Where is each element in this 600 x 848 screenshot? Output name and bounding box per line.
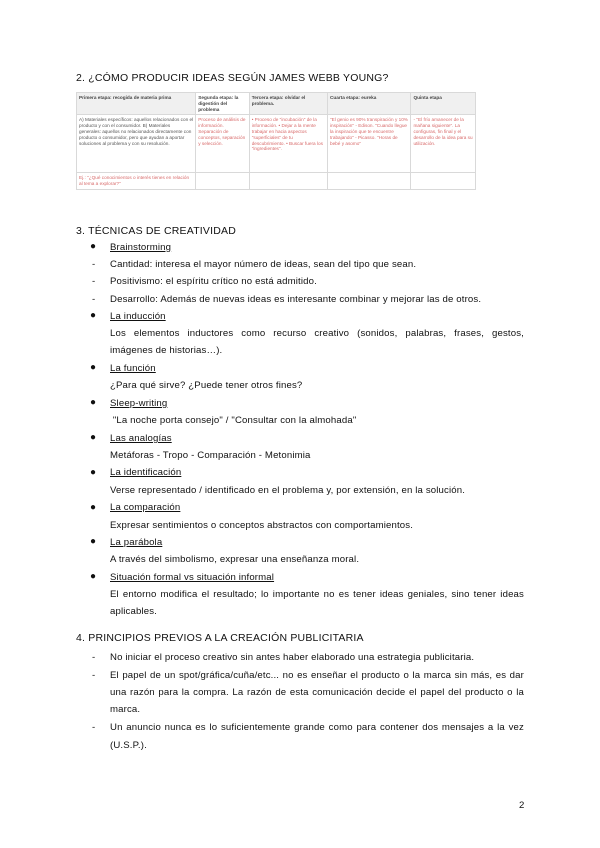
bullet-icon: ● (90, 241, 97, 252)
table-header-cell: Segunda etapa: la digestión del problema (196, 93, 249, 115)
dash-icon: - (92, 722, 96, 733)
technique-text: Los elementos inductores como recurso creativo (sonidos, palabras, frases, gestos, (110, 328, 524, 339)
dash-icon: - (92, 276, 96, 287)
technique-text: ¿Para qué sirve? ¿Puede tener otros fines? (110, 380, 303, 391)
bullet-icon: ● (90, 310, 97, 321)
dash-icon: - (92, 652, 96, 663)
list-item: (U.S.P.). (110, 740, 147, 751)
bullet-icon: ● (90, 536, 97, 547)
table-cell: A) Materiales específicos: aquellos relacionados con el producto y con el consumidor. B) Materiales generales: aquellos no relacionados directamente con producto o consumidor, pero que ayudan a aportar soluciones al problema y con su resolución. (77, 115, 196, 173)
technique-text: A través del simbolismo, expresar una enseñanza moral. (110, 554, 360, 565)
technique-label: La parábola (110, 537, 163, 548)
technique-text: Verse representado / identificado en el problema y, por extensión, en la solución. (110, 485, 466, 496)
bullet-icon: ● (90, 571, 97, 582)
dash-icon: - (92, 670, 96, 681)
list-item: Desarrollo: Además de nuevas ideas es interesante combinar y mejorar las de otros. (110, 294, 482, 305)
table-header-cell: Cuarta etapa: eureka (327, 93, 410, 115)
technique-text: El entorno modifica el resultado; lo importante no es tener ideas geniales, sino tener ideas (110, 589, 524, 600)
technique-label: Situación formal vs situación informal (110, 572, 275, 583)
table-cell: • Proceso de "incubación" de la información. • Dejar a la mente trabajar en hacia aspectos "superficiales" de tu descubrimiento. • Buscar fuera los "ingredientes". (249, 115, 327, 173)
list-item: Positivismo: el espíritu crítico no está admitido. (110, 276, 317, 287)
technique-label: Brainstorming (110, 242, 172, 253)
bullet-icon: ● (90, 502, 97, 513)
table-header-cell: Quinta etapa (411, 93, 476, 115)
technique-label: La inducción (110, 311, 166, 322)
bullet-icon: ● (90, 432, 97, 443)
table-cell-empty (327, 173, 410, 190)
technique-text: aplicables. (110, 606, 157, 617)
technique-text: "La noche porta consejo" / "Consultar con la almohada" (110, 415, 357, 426)
bullet-icon: ● (90, 397, 97, 408)
technique-text: Expresar sentimientos o conceptos abstractos con comportamientos. (110, 520, 414, 531)
table-cell: Proceso de análisis de información. Separación de conceptos, separación y selección. (196, 115, 249, 173)
table-cell-empty (411, 173, 476, 190)
table-cell: Ej.: "¿Qué conocimientos o interés tienes en relación al tema a explorar?" (77, 173, 196, 190)
list-item: marca. (110, 704, 141, 715)
technique-text: imágenes de historias…). (110, 345, 223, 356)
table-cell-empty (196, 173, 249, 190)
table-header-cell: Primera etapa: recogida de materia prima (77, 93, 196, 115)
technique-label: La identificación (110, 467, 182, 478)
dash-icon: - (92, 259, 96, 270)
page-number: 2 (519, 800, 525, 811)
list-item: una razón para la compra. La razón de esta comunicación decide el papel del producto o la (110, 687, 524, 698)
technique-label: Sleep-writing (110, 398, 168, 409)
list-item: Un anuncio nunca es lo suficientemente grande como para contener dos mensajes a la vez (110, 722, 524, 733)
section-4-title: 4. PRINCIPIOS PREVIOS A LA CREACIÓN PUBLICITARIA (76, 632, 364, 644)
list-item: Cantidad: interesa el mayor número de ideas, sean del tipo que sean. (110, 259, 417, 270)
bullet-icon: ● (90, 467, 97, 478)
table-header-cell: Tercera etapa: olvidar el problema. (249, 93, 327, 115)
technique-label: Las analogías (110, 433, 172, 444)
bullet-icon: ● (90, 362, 97, 373)
table-cell: "El genio es 90% transpiración y 10% inspiración" - Edison. "Cuando llegue la inspiración que te encuentre trabajando" - Picasso. "Horas de bebé y asomo" (327, 115, 410, 173)
etapas-table (76, 92, 476, 190)
technique-text: Metáforas - Tropo - Comparación - Metonimia (110, 450, 311, 461)
technique-label: La función (110, 363, 156, 374)
list-item: No iniciar el proceso creativo sin antes haber elaborado una estrategia publicitaria. (110, 652, 475, 663)
table-cell: - "El frío amanecer de la mañana siguiente". La configuras, fin final y el desarrollo de la idea para su utilización. (411, 115, 476, 173)
section-2-title: 2. ¿CÓMO PRODUCIR IDEAS SEGÚN JAMES WEBB YOUNG? (76, 72, 389, 84)
dash-icon: - (92, 294, 96, 305)
technique-label: La comparación (110, 502, 181, 513)
list-item: El papel de un spot/gráfica/cuña/etc... no es enseñar el producto o la marca sin más, es dar (110, 670, 524, 681)
table-cell-empty (249, 173, 327, 190)
section-3-title: 3. TÉCNICAS DE CREATIVIDAD (76, 225, 237, 237)
